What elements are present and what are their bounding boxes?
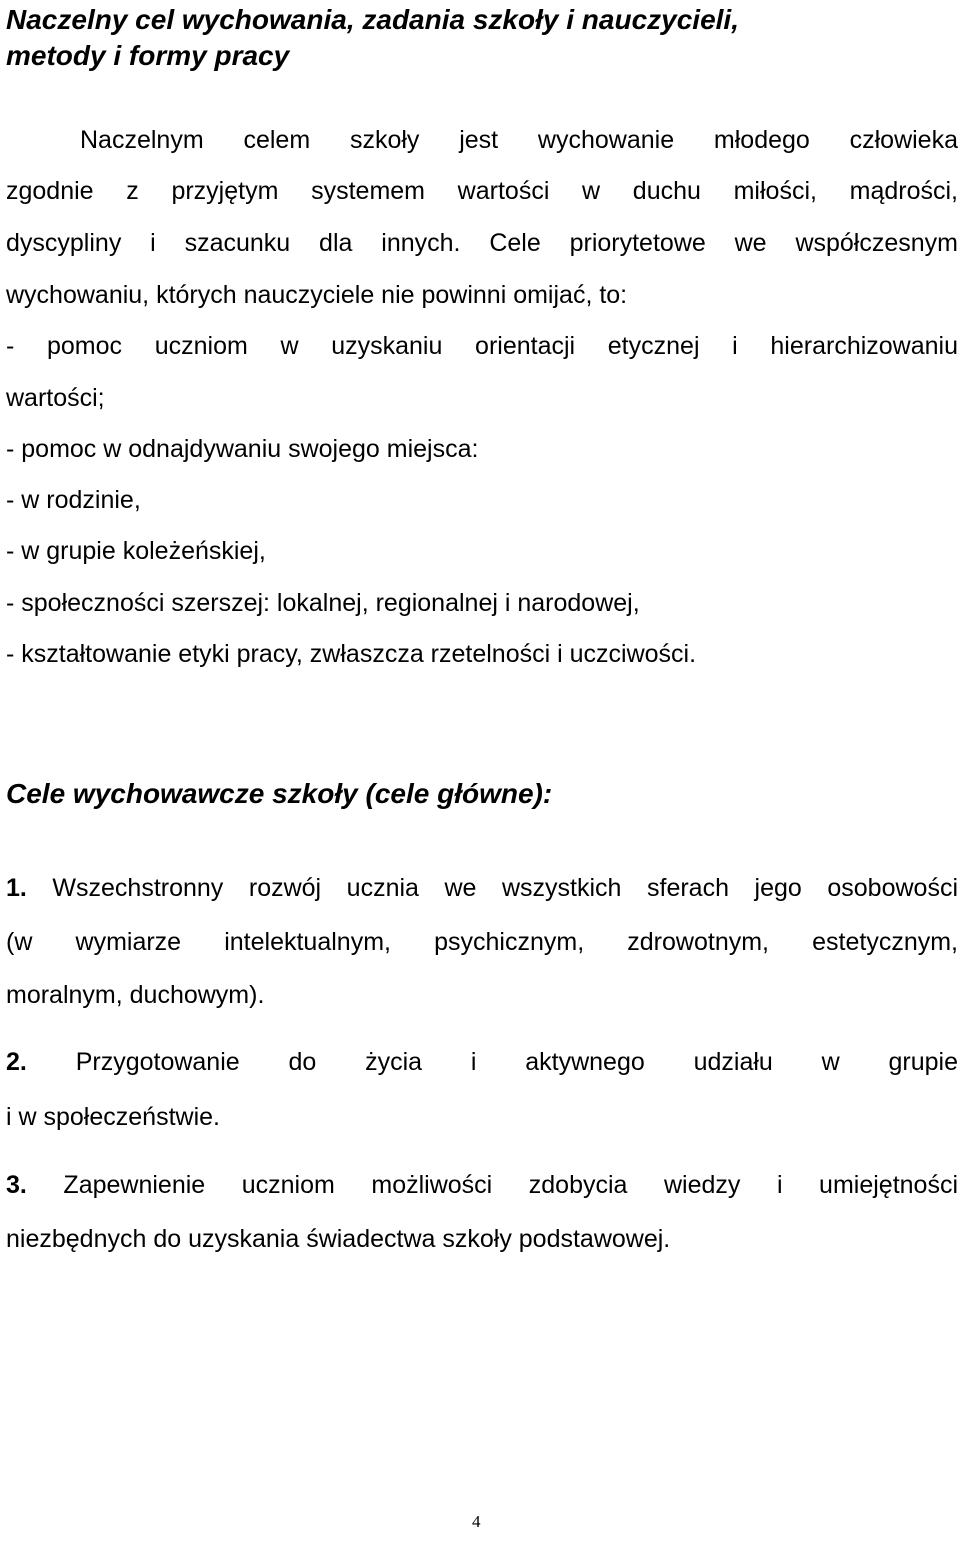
list-item-continuation: wartości; (6, 384, 105, 412)
list-item: - kształtowanie etyki pracy, zwłaszcza rzetelności i uczciwości. (6, 640, 697, 668)
paragraph-line: Naczelnym celem szkoły jest wychowanie młodego człowieka (80, 126, 958, 154)
section-heading: Cele wychowawcze szkoły (cele główne): (6, 778, 553, 809)
goal-item-3-line-2: niezbędnych do uzyskania świadectwa szkoły podstawowej. (6, 1225, 671, 1253)
goal-item-1-line-3: moralnym, duchowym). (6, 981, 265, 1009)
paragraph-line: wychowaniu, których nauczyciele nie powinni omijać, to: (6, 281, 628, 309)
list-item: - w rodzinie, (6, 486, 141, 514)
section-heading-line-2: metody i formy pracy (6, 40, 290, 71)
goal-item-2-line-1 (6, 1047, 958, 1077)
list-item: - społeczności szerszej: lokalnej, regionalnej i narodowej, (6, 589, 640, 617)
goal-text: Przygotowanie do życia i aktywnego udziału w grupie (75, 1048, 958, 1076)
list-item: - pomoc uczniom w uzyskaniu orientacji etycznej i hierarchizowaniu (6, 332, 958, 360)
list-item: - w grupie koleżeńskiej, (6, 537, 266, 565)
goal-item-1-line-1 (6, 873, 958, 903)
section-heading-line-1: Naczelny cel wychowania, zadania szkoły i nauczycieli, (6, 4, 739, 35)
goal-item-2-line-2: i w społeczeństwie. (6, 1103, 220, 1131)
page-number: 4 (472, 1512, 481, 1531)
list-item: - pomoc w odnajdywaniu swojego miejsca: (6, 435, 479, 463)
goal-text: Zapewnienie uczniom możliwości zdobycia wiedzy i umiejętności (63, 1171, 959, 1199)
paragraph-line: dyscypliny i szacunku dla innych. Cele priorytetowe we współczesnym (6, 229, 958, 257)
goal-item-1-line-2: (w wymiarze intelektualnym, psychicznym, zdrowotnym, estetycznym, (6, 928, 958, 956)
goal-number: 3. (6, 1171, 27, 1199)
goal-number: 1. (6, 874, 27, 902)
goal-number: 2. (6, 1048, 27, 1076)
paragraph-line: zgodnie z przyjętym systemem wartości w duchu miłości, mądrości, (6, 177, 958, 205)
goal-text: Wszechstronny rozwój ucznia we wszystkich sferach jego osobowości (52, 874, 958, 902)
goal-item-3-line-1 (6, 1170, 958, 1200)
